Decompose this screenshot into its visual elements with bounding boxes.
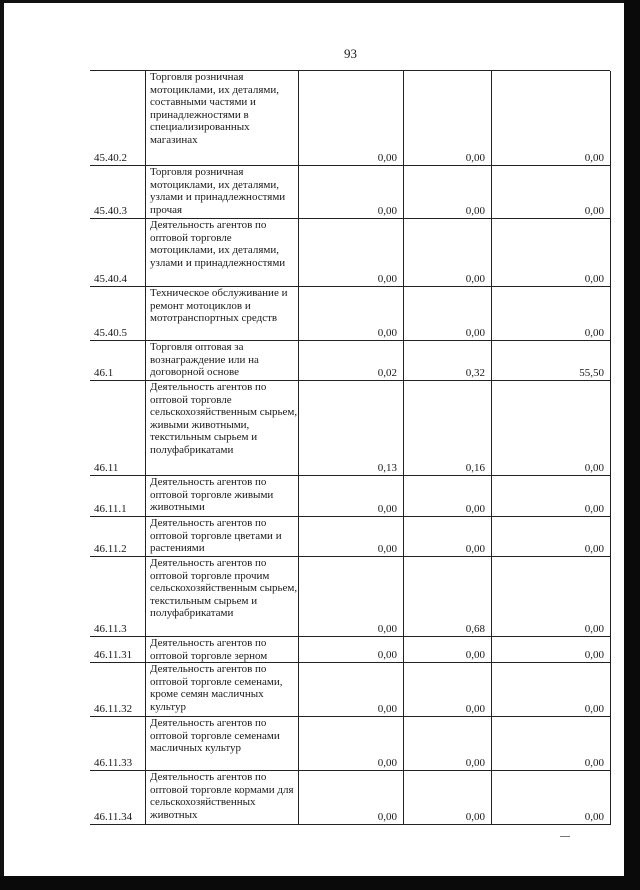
row-code: 46.11.32 xyxy=(94,703,133,716)
value-1: 0,00 xyxy=(377,152,397,165)
row-code: 46.11.2 xyxy=(94,543,127,556)
table-row xyxy=(90,380,610,476)
row-name: Деятельность агентов по оптовой торговле сельскохозяйственным сырьем, живыми животными, текстильным сырьем и полуфабрикатами xyxy=(145,381,299,476)
row-name: Деятельность агентов по оптовой торговле семенами масличных культур xyxy=(145,717,299,771)
value-3: 0,00 xyxy=(584,703,604,716)
value-cell-2 xyxy=(403,663,492,717)
value-cell-1 xyxy=(299,637,404,663)
row-code-cell xyxy=(90,717,142,771)
value-cell-1 xyxy=(299,517,404,557)
value-cell-3 xyxy=(491,341,611,381)
row-code-cell xyxy=(90,219,142,287)
value-cell-2 xyxy=(403,517,492,557)
row-code-cell xyxy=(90,517,142,557)
value-2: 0,00 xyxy=(465,152,485,165)
page-number: 93 xyxy=(344,46,357,61)
value-1: 0,00 xyxy=(377,649,397,662)
value-cell-1 xyxy=(299,287,404,341)
value-2: 0,00 xyxy=(465,703,485,716)
value-cell-1 xyxy=(299,381,404,476)
value-2: 0,00 xyxy=(465,327,485,340)
value-2: 0,00 xyxy=(465,757,485,770)
table-row xyxy=(90,662,610,717)
table-row xyxy=(90,340,610,381)
value-cell-3 xyxy=(491,219,611,287)
value-3: 0,00 xyxy=(584,503,604,516)
value-cell-3 xyxy=(491,476,611,517)
table-row xyxy=(90,636,610,663)
value-cell-3 xyxy=(491,71,611,166)
value-cell-3 xyxy=(491,663,611,717)
value-cell-3 xyxy=(491,517,611,557)
value-cell-1 xyxy=(299,71,404,166)
value-cell-3 xyxy=(491,557,611,637)
value-1: 0,00 xyxy=(377,273,397,286)
table-row xyxy=(90,556,610,637)
row-code: 45.40.2 xyxy=(94,152,127,165)
value-cell-3 xyxy=(491,381,611,476)
scan-edge-bottom xyxy=(0,876,640,890)
value-cell-3 xyxy=(491,717,611,771)
value-cell-1 xyxy=(299,771,404,825)
value-1: 0,02 xyxy=(377,367,397,380)
row-name: Техническое обслуживание и ремонт мотоциклов и мототранспортных средств xyxy=(145,287,299,341)
value-1: 0,00 xyxy=(377,327,397,340)
row-code-cell xyxy=(90,663,142,717)
value-2: 0,00 xyxy=(465,543,485,556)
value-3: 0,00 xyxy=(584,152,604,165)
table-row xyxy=(90,70,610,166)
value-cell-2 xyxy=(403,287,492,341)
row-code: 45.40.4 xyxy=(94,273,127,286)
value-1: 0,00 xyxy=(377,205,397,218)
value-cell-1 xyxy=(299,166,404,219)
row-code: 46.11.33 xyxy=(94,757,133,770)
row-name: Деятельность агентов по оптовой торговле живыми животными xyxy=(145,476,299,517)
row-code-cell xyxy=(90,637,142,663)
value-cell-1 xyxy=(299,717,404,771)
value-3: 0,00 xyxy=(584,649,604,662)
value-1: 0,00 xyxy=(377,543,397,556)
value-1: 0,00 xyxy=(377,503,397,516)
value-cell-1 xyxy=(299,663,404,717)
value-3: 0,00 xyxy=(584,462,604,475)
scan-edge-left xyxy=(0,0,4,890)
table-row xyxy=(90,475,610,517)
row-code-cell xyxy=(90,341,142,381)
value-2: 0,00 xyxy=(465,811,485,824)
value-2: 0,68 xyxy=(465,623,485,636)
value-3: 0,00 xyxy=(584,543,604,556)
value-cell-3 xyxy=(491,287,611,341)
table-row xyxy=(90,716,610,771)
scan-mark xyxy=(560,836,570,837)
row-code: 45.40.3 xyxy=(94,205,127,218)
value-cell-2 xyxy=(403,476,492,517)
value-3: 55,50 xyxy=(579,367,604,380)
table-bottom-border xyxy=(90,824,610,825)
value-1: 0,00 xyxy=(377,757,397,770)
row-name: Деятельность агентов по оптовой торговле семенами, кроме семян масличных культур xyxy=(145,663,299,717)
row-code-cell xyxy=(90,287,142,341)
table-row xyxy=(90,516,610,557)
value-3: 0,00 xyxy=(584,327,604,340)
value-1: 0,00 xyxy=(377,811,397,824)
row-code-cell xyxy=(90,381,142,476)
row-code-cell xyxy=(90,771,142,825)
value-1: 0,00 xyxy=(377,703,397,716)
value-2: 0,00 xyxy=(465,649,485,662)
scan-edge-top xyxy=(0,0,640,3)
value-cell-1 xyxy=(299,476,404,517)
row-code: 46.11.31 xyxy=(94,649,133,662)
row-code: 46.11.1 xyxy=(94,503,127,516)
value-2: 0,00 xyxy=(465,273,485,286)
value-cell-2 xyxy=(403,637,492,663)
value-1: 0,00 xyxy=(377,623,397,636)
table-row xyxy=(90,218,610,287)
scan-edge-right xyxy=(624,0,640,890)
row-name: Торговля розничная мотоциклами, их деталями, узлами и принадлежностями прочая xyxy=(145,166,299,219)
value-cell-2 xyxy=(403,71,492,166)
value-3: 0,00 xyxy=(584,811,604,824)
row-code-cell xyxy=(90,476,142,517)
value-cell-3 xyxy=(491,637,611,663)
value-2: 0,32 xyxy=(465,367,485,380)
value-3: 0,00 xyxy=(584,757,604,770)
row-code-cell xyxy=(90,71,142,166)
value-cell-2 xyxy=(403,341,492,381)
value-cell-2 xyxy=(403,557,492,637)
value-cell-1 xyxy=(299,557,404,637)
value-cell-3 xyxy=(491,771,611,825)
table-row xyxy=(90,286,610,341)
row-code: 45.40.5 xyxy=(94,327,127,340)
row-code-cell xyxy=(90,166,142,219)
row-code: 46.11 xyxy=(94,462,119,475)
row-name: Деятельность агентов по оптовой торговле прочим сельскохозяйственным сырьем, текстильным сырьем и полуфабрикатами xyxy=(145,557,299,637)
value-cell-2 xyxy=(403,717,492,771)
value-3: 0,00 xyxy=(584,273,604,286)
table-row xyxy=(90,165,610,219)
value-cell-2 xyxy=(403,771,492,825)
row-name: Деятельность агентов по оптовой торговле цветами и растениями xyxy=(145,517,299,557)
row-name: Торговля розничная мотоциклами, их деталями, составными частями и принадлежностями в специализированных магазинах xyxy=(145,71,299,166)
value-2: 0,00 xyxy=(465,205,485,218)
value-3: 0,00 xyxy=(584,623,604,636)
value-3: 0,00 xyxy=(584,205,604,218)
row-name: Деятельность агентов по оптовой торговле мотоциклами, их деталями, узлами и принадлежностями xyxy=(145,219,299,287)
value-1: 0,13 xyxy=(377,462,397,475)
value-cell-2 xyxy=(403,219,492,287)
row-code-cell xyxy=(90,557,142,637)
value-2: 0,16 xyxy=(465,462,485,475)
table-row xyxy=(90,770,610,825)
value-cell-2 xyxy=(403,381,492,476)
value-cell-3 xyxy=(491,166,611,219)
row-name: Торговля оптовая за вознаграждение или на договорной основе xyxy=(145,341,299,381)
value-cell-1 xyxy=(299,219,404,287)
row-code: 46.11.3 xyxy=(94,623,127,636)
value-2: 0,00 xyxy=(465,503,485,516)
row-name: Деятельность агентов по оптовой торговле кормами для сельскохозяйственных животных xyxy=(145,771,299,825)
row-code: 46.11.34 xyxy=(94,811,133,824)
row-name: Деятельность агентов по оптовой торговле зерном xyxy=(145,637,299,663)
row-code: 46.1 xyxy=(94,367,114,380)
value-cell-1 xyxy=(299,341,404,381)
value-cell-2 xyxy=(403,166,492,219)
